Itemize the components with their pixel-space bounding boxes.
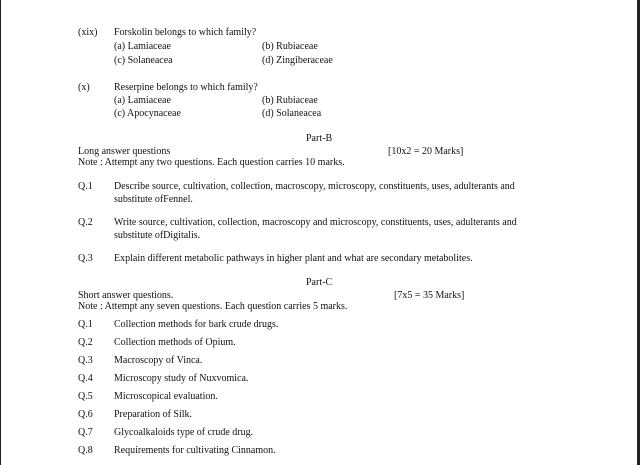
question-number: Q.3 xyxy=(78,355,93,366)
part-b-heading: Long answer questions xyxy=(78,146,171,157)
mcq-option: (c) Solaneacea xyxy=(114,55,173,66)
question-number: Q.8 xyxy=(78,445,93,456)
question-text: Preparation of Silk. xyxy=(114,409,193,420)
question-number: Q.7 xyxy=(78,427,93,438)
question-number: Q.1 xyxy=(78,319,93,330)
question-text: substitute ofDigitalis. xyxy=(114,230,201,241)
question-text: Requirements for cultivating Cinnamon. xyxy=(114,445,276,456)
page-border-left xyxy=(0,0,1,465)
part-c-heading: Short answer questions. xyxy=(78,290,174,301)
part-b-note: Note : Attempt any two questions. Each question carries 10 marks. xyxy=(78,157,345,168)
mcq-question: Reserpine belongs to which family? xyxy=(114,82,258,93)
mcq-option: (b) Rubiaceae xyxy=(262,95,318,106)
mcq-option: (b) Rubiaceae xyxy=(262,41,318,52)
question-number: Q.1 xyxy=(78,181,93,192)
mcq-number: (xix) xyxy=(78,27,98,38)
mcq-option: (d) Zingiberaceae xyxy=(262,55,333,66)
question-number: Q.3 xyxy=(78,253,93,264)
part-c-note: Note : Attempt any seven questions. Each question carries 5 marks. xyxy=(78,301,348,312)
part-b-marks: [10x2 = 20 Marks] xyxy=(388,146,464,157)
mcq-option: (a) Lamiaceae xyxy=(114,41,171,52)
mcq-number: (x) xyxy=(78,82,90,93)
question-text: Write source, cultivation, collection, macroscopy and microscopy, constituents, uses, adulterants and xyxy=(114,217,517,228)
question-text: Collection methods for bark crude drugs. xyxy=(114,319,279,330)
question-number: Q.2 xyxy=(78,217,93,228)
question-text: Collection methods of Opium. xyxy=(114,337,236,348)
part-c-title: Part-C xyxy=(306,277,333,288)
mcq-option: (a) Lamiaceae xyxy=(114,95,171,106)
mcq-option: (c) Apocynaceae xyxy=(114,108,181,119)
question-number: Q.6 xyxy=(78,409,93,420)
question-number: Q.2 xyxy=(78,337,93,348)
mcq-question: Forskolin belongs to which family? xyxy=(114,27,257,38)
mcq-option: (d) Solaneacea xyxy=(262,108,322,119)
question-text: substitute ofFennel. xyxy=(114,194,193,205)
question-text: Describe source, cultivation, collection, macroscopy, microscopy, constituents, uses, adulterants and xyxy=(114,181,515,192)
question-text: Microscopy study of Nuxvomica. xyxy=(114,373,249,384)
question-text: Microscopical evaluation. xyxy=(114,391,218,402)
question-text: Glycoalkaloids type of crude drug. xyxy=(114,427,254,438)
part-b-title: Part-B xyxy=(306,133,333,144)
question-text: Macroscopy of Vinca. xyxy=(114,355,203,366)
part-c-marks: [7x5 = 35 Marks] xyxy=(394,290,465,301)
question-number: Q.4 xyxy=(78,373,93,384)
question-number: Q.5 xyxy=(78,391,93,402)
question-text: Explain different metabolic pathways in higher plant and what are secondary metabolites. xyxy=(114,253,473,264)
